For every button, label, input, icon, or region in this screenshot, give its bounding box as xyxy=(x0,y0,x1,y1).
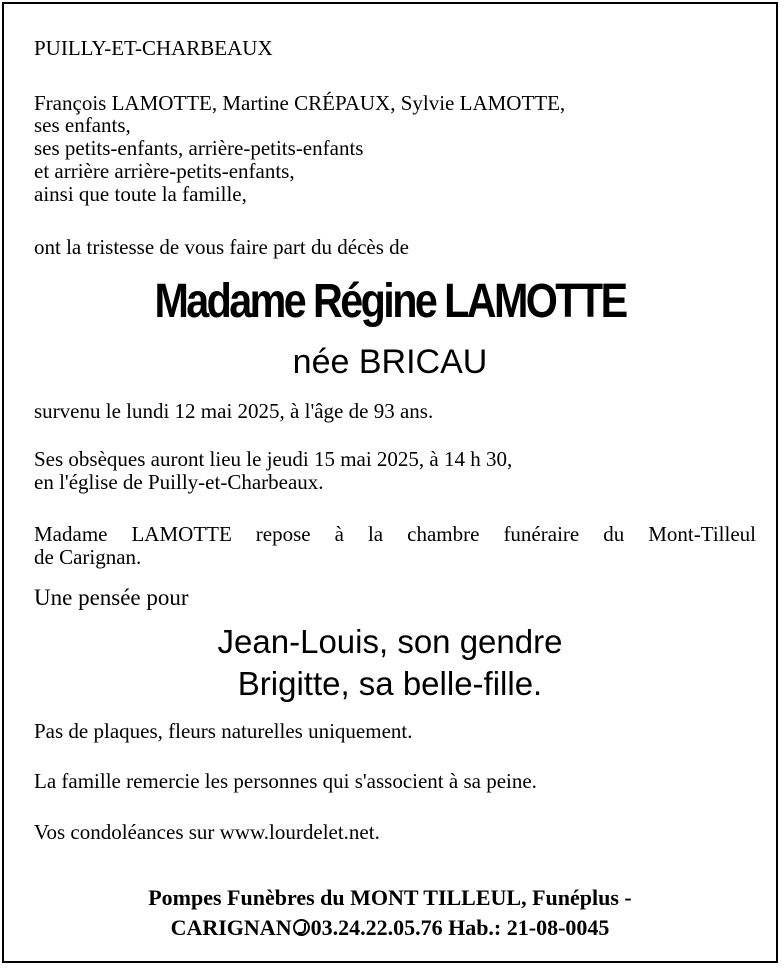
thanks-note: La famille remercie les personnes qui s'associent à sa peine. xyxy=(34,769,537,793)
phone-icon xyxy=(293,919,310,936)
family-line-children-names: François LAMOTTE, Martine CRÉPAUX, Sylvie LAMOTTE, xyxy=(34,91,566,115)
family-line-great-great: et arrière arrière-petits-enfants, xyxy=(34,159,295,183)
family-line-children: ses enfants, xyxy=(34,113,131,137)
funeral-line-2: en l'église de Puilly-et-Charbeaux. xyxy=(34,470,324,494)
flowers-note: Pas de plaques, fleurs naturelles uniquement. xyxy=(34,719,413,743)
funeral-home-line-2 xyxy=(4,914,776,942)
deceased-maiden-name: née BRICAU xyxy=(292,343,488,381)
obituary-notice xyxy=(2,2,778,963)
funeral-home-phone: 03.24.22.05.76 Hab.: 21-08-0045 xyxy=(310,915,610,940)
condolences-note: Vos condoléances sur www.lourdelet.net. xyxy=(34,820,380,844)
death-date-text: survenu le lundi 12 mai 2025, à l'âge de 93 ans. xyxy=(34,399,434,423)
family-line-grandchildren: ses petits-enfants, arrière-petits-enfants xyxy=(34,136,364,160)
funeral-home-city: CARIGNAN xyxy=(170,915,292,940)
thought-person-1: Jean-Louis, son gendre xyxy=(217,623,563,660)
funeral-home-line-1: Pompes Funèbres du MONT TILLEUL, Funéplus - xyxy=(148,885,632,910)
thought-person-2: Brigitte, sa belle-fille. xyxy=(237,665,543,702)
deceased-name: Madame Régine LAMOTTE xyxy=(154,275,626,328)
rest-line-2: de Carignan. xyxy=(34,545,142,569)
funeral-line-1: Ses obsèques auront lieu le jeudi 15 mai 2025, à 14 h 30, xyxy=(34,447,513,471)
announcement-text: ont la tristesse de vous faire part du décès de xyxy=(34,235,409,259)
family-line-whole-family: ainsi que toute la famille, xyxy=(34,182,247,206)
thought-intro: Une pensée pour xyxy=(34,585,189,610)
rest-line-1: Madame LAMOTTE repose à la chambre funéraire du Mont-Tilleul xyxy=(34,522,756,546)
location-heading: PUILLY-ET-CHARBEAUX xyxy=(34,36,273,60)
